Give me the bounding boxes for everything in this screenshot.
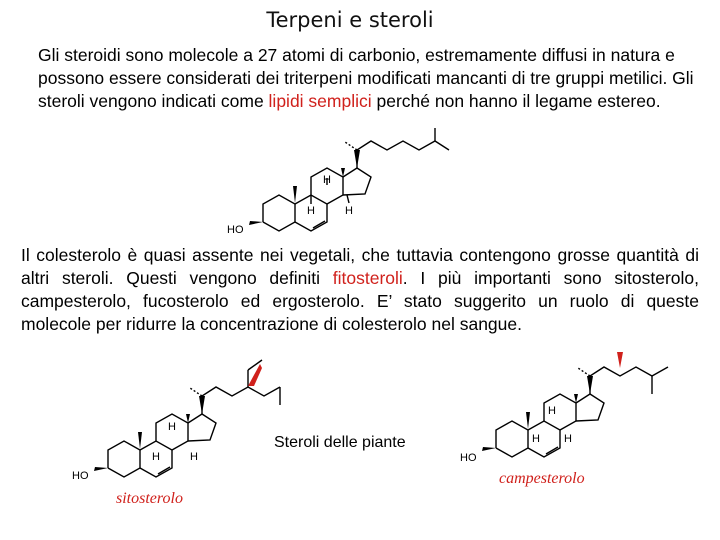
highlight-fitosteroli: fitosteroli xyxy=(332,268,403,288)
cholesterol-h-label: H xyxy=(307,205,315,217)
intro-paragraph xyxy=(38,44,698,113)
plant-sterols-caption: Steroli delle piante xyxy=(274,434,406,451)
cholesterol-h-label: H xyxy=(323,174,331,186)
campesterol-structure xyxy=(458,350,698,470)
sitosterol-ho-label: HO xyxy=(72,470,89,482)
phytosterol-paragraph xyxy=(21,244,699,336)
sitosterol-h-label: H xyxy=(168,421,176,433)
campesterol-h-label: H xyxy=(564,433,572,445)
cholesterol-structure xyxy=(225,128,475,238)
sitosterol-name: sitosterolo xyxy=(116,490,183,507)
phytosterol-text-start: Il colesterolo è quasi assente nei vegetali, che tuttavia contengono grosse quantità di altri steroli. Questi vengono definiti xyxy=(21,245,699,288)
sitosterol-structure xyxy=(70,350,310,490)
campesterol-name: campesterolo xyxy=(499,470,585,487)
cholesterol-h-label: H xyxy=(345,205,353,217)
campesterol-h-label: H xyxy=(532,433,540,445)
sitosterol-h-label: H xyxy=(190,451,198,463)
cholesterol-ho-label: HO xyxy=(227,224,244,236)
phytosterol-text-end: . I più importanti sono sitosterolo, campesterolo, fucosterolo ed ergosterolo. E’ stato suggerito un ruolo di queste molecole per ridurre la concentrazione di colesterolo nel sangue. xyxy=(21,268,699,334)
campesterol-h-label: H xyxy=(548,405,556,417)
intro-text-end: perché non hanno il legame estereo. xyxy=(371,91,661,111)
intro-text-start: Gli steroidi sono molecole a 27 atomi di carbonio, estremamente diffusi in natura e possono essere considerati dei triterpeni modificati mancanti di tre gruppi metilici. Gli steroli vengono indicati come xyxy=(38,45,694,111)
slide-title: Terpeni e steroli xyxy=(266,8,434,32)
highlight-lipidi-semplici: lipidi semplici xyxy=(268,91,372,111)
campesterol-ho-label: HO xyxy=(460,452,477,464)
sitosterol-h-label: H xyxy=(152,451,160,463)
